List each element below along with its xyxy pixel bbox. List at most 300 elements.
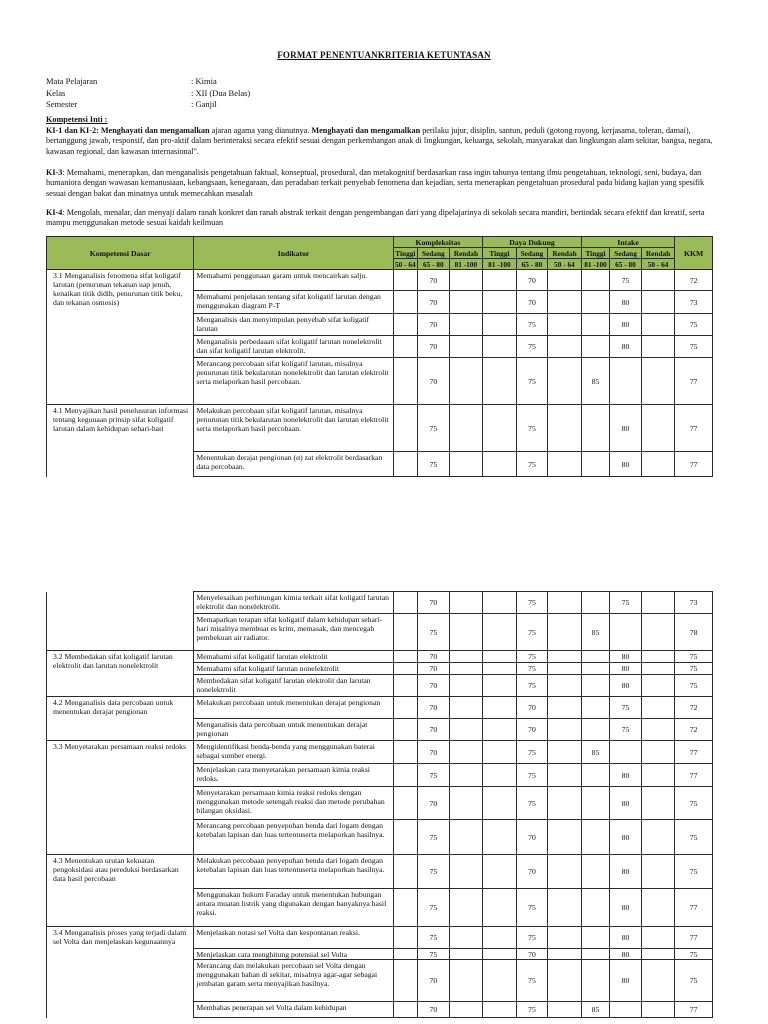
- indikator-cell: Menganalisis perbedaaan sifat koligatif larutan nonelektrolit dan sifat koligatif larutan elektrolit.: [194, 336, 393, 358]
- score-cell: [449, 358, 483, 405]
- header-indikator: Indikator: [194, 237, 393, 270]
- meta-row-semester: [46, 99, 250, 111]
- score-cell: [449, 675, 483, 697]
- score-cell: [548, 651, 582, 663]
- header-range: 81 -100: [449, 259, 483, 270]
- score-cell: 75: [418, 949, 450, 960]
- score-cell: [610, 614, 642, 651]
- score-cell: 75: [516, 358, 548, 405]
- score-cell: [548, 1002, 582, 1018]
- score-cell: 80: [610, 663, 642, 675]
- kkm-value: 72: [675, 270, 713, 291]
- score-cell: 80: [610, 787, 642, 820]
- score-cell: [548, 889, 582, 927]
- score-cell: 80: [610, 291, 642, 314]
- score-cell: [449, 314, 483, 336]
- score-cell: [393, 787, 417, 820]
- indikator-cell: Merancang percobaan sifat koligatif larutan, misalnya penurunan titik bekularutan nonelektrolit dan larutan elektrolit serta melaporkan hasil percobaan.: [194, 358, 393, 405]
- kompetensi-dasar-cell: 4.1 Menyajikan hasil penelusuran informasi tentang kegunaan prinsip sifat koligatif larutan dalam kehidupan sehari-hari: [47, 405, 194, 477]
- score-cell: [449, 405, 483, 452]
- score-cell: [483, 1002, 517, 1018]
- kkm-value: 77: [675, 1002, 713, 1018]
- score-cell: 80: [610, 820, 642, 855]
- score-cell: [548, 270, 582, 291]
- score-cell: 70: [418, 270, 450, 291]
- score-cell: 75: [516, 614, 548, 651]
- header-range: 81 -100: [483, 259, 517, 270]
- kkm-value: 72: [675, 719, 713, 741]
- score-cell: [449, 741, 483, 764]
- score-cell: [393, 592, 417, 614]
- table-row: [47, 405, 713, 452]
- score-cell: [581, 764, 609, 787]
- score-cell: [449, 820, 483, 855]
- score-cell: [393, 855, 417, 889]
- score-cell: 75: [610, 697, 642, 719]
- score-cell: 70: [418, 1002, 450, 1018]
- score-cell: 75: [418, 452, 450, 477]
- kkm-value: 77: [675, 927, 713, 949]
- score-cell: [483, 820, 517, 855]
- score-cell: [581, 820, 609, 855]
- score-cell: [393, 270, 417, 291]
- header-range: 65 - 80: [610, 259, 642, 270]
- score-cell: [393, 336, 417, 358]
- score-cell: [641, 855, 675, 889]
- ki-heading: [46, 115, 722, 125]
- score-cell: 75: [516, 663, 548, 675]
- score-cell: [483, 592, 517, 614]
- ki-4-paragraph: [46, 208, 722, 229]
- meta-value: : XII (Dua Belas): [191, 87, 251, 98]
- score-cell: [548, 927, 582, 949]
- kkm-value: 75: [675, 651, 713, 663]
- header-intake: Intake: [581, 237, 675, 248]
- score-cell: 75: [516, 787, 548, 820]
- score-cell: 70: [418, 960, 450, 1002]
- meta-label: Kelas: [46, 87, 66, 98]
- score-cell: [548, 314, 582, 336]
- score-cell: 80: [610, 855, 642, 889]
- kkm-value: 77: [675, 741, 713, 764]
- score-cell: [449, 592, 483, 614]
- score-cell: [641, 949, 675, 960]
- score-cell: 80: [610, 949, 642, 960]
- ki-heading-text: Kompetensi Inti :: [46, 115, 108, 124]
- score-cell: [548, 960, 582, 1002]
- kompetensi-dasar-cell: 3.4 Menganalisis proses yang terjadi dalam sel Volta dan menjelaskan kegunaannya: [47, 927, 194, 1018]
- ki-1-2-text-1: ajaran agama yang dianutnya.: [209, 126, 312, 135]
- score-cell: [548, 675, 582, 697]
- indikator-cell: Menganalisis dan menyimpulan penyebab sifat koligatif larutan: [194, 314, 393, 336]
- score-cell: 75: [418, 764, 450, 787]
- score-cell: [449, 960, 483, 1002]
- score-cell: [581, 663, 609, 675]
- meta-value: : Kimia: [191, 76, 217, 86]
- score-cell: 75: [516, 764, 548, 787]
- indikator-cell: Menggunakan hukum Faraday untuk menentukan hubungan antara muatan listrik yang digunakan dengan banyaknya hasil reaksi.: [194, 889, 393, 927]
- kkm-value: 77: [675, 889, 713, 927]
- score-cell: 75: [516, 314, 548, 336]
- score-cell: [483, 787, 517, 820]
- score-cell: [483, 270, 517, 291]
- header-level: Rendah: [548, 248, 582, 259]
- kkm-value: 75: [675, 336, 713, 358]
- score-cell: [449, 855, 483, 889]
- score-cell: [483, 405, 517, 452]
- indikator-cell: Memaparkan terapan sifat koligatif dalam kehidupan sehari-hari misalnya membuat es krim, memasak, dan mencegah pembekuan air radiator.: [194, 614, 393, 651]
- score-cell: [548, 787, 582, 820]
- header-range: 50 - 64: [641, 259, 675, 270]
- score-cell: [581, 675, 609, 697]
- kompetensi-dasar-cell: [47, 592, 194, 651]
- score-cell: 80: [610, 651, 642, 663]
- score-cell: 70: [516, 855, 548, 889]
- score-cell: 80: [610, 764, 642, 787]
- score-cell: [641, 1002, 675, 1018]
- score-cell: 75: [610, 719, 642, 741]
- score-cell: [581, 592, 609, 614]
- score-cell: 75: [418, 927, 450, 949]
- score-cell: [393, 452, 417, 477]
- score-cell: 75: [418, 820, 450, 855]
- score-cell: [581, 949, 609, 960]
- score-cell: [581, 960, 609, 1002]
- score-cell: [449, 787, 483, 820]
- indikator-cell: Memahami penjelasan tentang sifat koligatif larutan dengan menggunakan diagram P-T: [194, 291, 393, 314]
- score-cell: 70: [418, 358, 450, 405]
- score-cell: [393, 358, 417, 405]
- ki-4-text: : Mengolah, menalar, dan menyaji dalam ranah konkret dan ranah abstrak terkait dengan pengembangan dari yang dipelajarinya di sekolah secara mandiri, bertindak secara efektif dan kreatif, serta mampu menggunakan metode sesuai kaidah keilmuan: [46, 208, 705, 228]
- ki-3-label: KI-3: [46, 168, 63, 177]
- score-cell: [641, 820, 675, 855]
- kkm-value: 77: [675, 764, 713, 787]
- header-level: Rendah: [449, 248, 483, 259]
- header-level: Sedang: [516, 248, 548, 259]
- score-cell: 75: [418, 889, 450, 927]
- score-cell: [483, 452, 517, 477]
- indikator-cell: Menentukan derajat pengionan (α) zat elektrolit berdasarkan data percobaan.: [194, 452, 393, 477]
- ki-1-2-paragraph: [46, 126, 722, 157]
- score-cell: [483, 741, 517, 764]
- score-cell: [393, 291, 417, 314]
- ki-1-2-label: KI-1 dan KI-2:: [46, 126, 99, 135]
- header-level: Rendah: [641, 248, 675, 259]
- score-cell: [393, 949, 417, 960]
- meta-label: Semester: [46, 99, 78, 110]
- score-cell: [641, 614, 675, 651]
- score-cell: 75: [516, 960, 548, 1002]
- score-cell: [393, 927, 417, 949]
- score-cell: [449, 889, 483, 927]
- ki-4-label: KI-4: [46, 208, 63, 217]
- document-meta: [46, 76, 250, 111]
- table-row: [47, 927, 713, 949]
- score-cell: [641, 291, 675, 314]
- score-cell: [610, 1002, 642, 1018]
- score-cell: [548, 855, 582, 889]
- score-cell: [483, 291, 517, 314]
- score-cell: [483, 855, 517, 889]
- score-cell: 70: [418, 719, 450, 741]
- score-cell: [641, 675, 675, 697]
- score-cell: 75: [610, 592, 642, 614]
- score-cell: [393, 889, 417, 927]
- score-cell: 70: [418, 592, 450, 614]
- score-cell: 80: [610, 889, 642, 927]
- kkm-value: 77: [675, 452, 713, 477]
- kkm-value: 78: [675, 614, 713, 651]
- score-cell: 70: [418, 697, 450, 719]
- ki-1-2-bold-1: Menghayati dan mengamalkan: [100, 126, 210, 135]
- score-cell: 80: [610, 960, 642, 1002]
- score-cell: [548, 336, 582, 358]
- indikator-cell: Menganalisis data percobaan untuk menentukan derajat pengionan: [194, 719, 393, 741]
- kkm-table-part-2: [46, 591, 713, 1018]
- score-cell: [449, 949, 483, 960]
- score-cell: [449, 452, 483, 477]
- score-cell: 85: [581, 1002, 609, 1018]
- score-cell: [483, 651, 517, 663]
- score-cell: 75: [516, 651, 548, 663]
- indikator-cell: Melakukan percobaan untuk menentukan derajat pengionan: [194, 697, 393, 719]
- score-cell: 70: [516, 820, 548, 855]
- score-cell: [548, 719, 582, 741]
- indikator-cell: Menyetarakan persamaan kimia reaksi redoks dengan menggunakan metode setengah reaksi dan metode perubahan bilangan oksidasi.: [194, 787, 393, 820]
- score-cell: 75: [516, 405, 548, 452]
- ki-3-paragraph: [46, 168, 722, 199]
- score-cell: [548, 291, 582, 314]
- indikator-cell: Menjelaskan cara menghitung potensial sel Volta: [194, 949, 393, 960]
- score-cell: 70: [516, 270, 548, 291]
- table-row: [47, 855, 713, 889]
- score-cell: [548, 452, 582, 477]
- score-cell: 80: [610, 336, 642, 358]
- header-range: 50 - 64: [395, 259, 416, 269]
- kkm-value: 75: [675, 949, 713, 960]
- score-cell: [483, 764, 517, 787]
- score-cell: [548, 949, 582, 960]
- score-cell: [641, 358, 675, 405]
- score-cell: [641, 663, 675, 675]
- score-cell: 75: [516, 741, 548, 764]
- kkm-value: 75: [675, 855, 713, 889]
- table-row: [47, 741, 713, 764]
- score-cell: 70: [418, 314, 450, 336]
- header-range: 65 - 80: [418, 259, 450, 270]
- score-cell: [581, 889, 609, 927]
- score-cell: [393, 663, 417, 675]
- kkm-value: 73: [675, 291, 713, 314]
- score-cell: 70: [516, 291, 548, 314]
- score-cell: [483, 614, 517, 651]
- score-cell: [393, 741, 417, 764]
- indikator-cell: Membedakan sifat koligatif larutan elektrolit dan larutan nonelektrolit: [194, 675, 393, 697]
- score-cell: [483, 663, 517, 675]
- score-cell: 75: [516, 889, 548, 927]
- score-cell: [483, 336, 517, 358]
- score-cell: [641, 270, 675, 291]
- score-cell: [449, 336, 483, 358]
- indikator-cell: Menjelaskan notasi sel Volta dan kespontanan reaksi.: [194, 927, 393, 949]
- score-cell: [581, 787, 609, 820]
- score-cell: [641, 927, 675, 949]
- score-cell: [449, 651, 483, 663]
- indikator-cell: Memahami sifat koligatif larutan nonelektrolit: [194, 663, 393, 675]
- score-cell: [581, 336, 609, 358]
- score-cell: [548, 697, 582, 719]
- score-cell: [641, 592, 675, 614]
- kompetensi-dasar-cell: 4.2 Menganalisis data percobaan untuk menentukan derajat pengionan: [47, 697, 194, 741]
- score-cell: 75: [516, 336, 548, 358]
- meta-row-class: [46, 88, 250, 100]
- score-cell: [548, 764, 582, 787]
- score-cell: [581, 314, 609, 336]
- score-cell: 70: [516, 719, 548, 741]
- indikator-cell: Menyelesaikan perhitungan kimia terkait sifat koligatif larutan elektrolit dan nonelektrolit.: [194, 592, 393, 614]
- kkm-value: 75: [675, 820, 713, 855]
- ki-1-2-text-2: perilaku jujur, disiplin, santun, peduli (gotong royong, kerjasama, toleran, damai), bertanggung jawab, responsif, dan pro-aktif dalam berinteraksi secara efektif sesuai dengan perkembangan anak di lingkungan, keluarga, sekolah, masyarakat dan lingkungan alam sekitar, bangsa, negara, kawasan regional, dan kawasan internasional".: [46, 126, 713, 156]
- score-cell: 70: [516, 697, 548, 719]
- score-cell: 75: [418, 405, 450, 452]
- score-cell: [641, 764, 675, 787]
- score-cell: [393, 719, 417, 741]
- kkm-value: 75: [675, 960, 713, 1002]
- score-cell: [581, 452, 609, 477]
- score-cell: [548, 820, 582, 855]
- score-cell: 70: [516, 949, 548, 960]
- meta-label: Mata Pelajaran: [46, 76, 98, 86]
- kkm-table-part-1: [46, 236, 713, 477]
- score-cell: 70: [418, 741, 450, 764]
- score-cell: [548, 663, 582, 675]
- score-cell: [483, 697, 517, 719]
- score-cell: 75: [516, 592, 548, 614]
- score-cell: 85: [581, 358, 609, 405]
- header-daya-dukung: Daya Dukung: [483, 237, 582, 248]
- score-cell: 70: [418, 651, 450, 663]
- score-cell: [641, 960, 675, 1002]
- score-cell: [449, 764, 483, 787]
- header-level: Sedang: [610, 248, 642, 259]
- header-kompleksitas: Kompleksitas: [393, 237, 482, 248]
- score-cell: 75: [516, 1002, 548, 1018]
- score-cell: 70: [418, 291, 450, 314]
- table-row: [47, 651, 713, 663]
- meta-value: : Ganjil: [191, 99, 217, 110]
- score-cell: [548, 592, 582, 614]
- kompetensi-dasar-cell: 3.2 Membedakan sifat koligatif larutan elektrolit dan larutan nonelektrolit: [47, 651, 194, 697]
- score-cell: [393, 764, 417, 787]
- score-cell: [641, 336, 675, 358]
- score-cell: [393, 651, 417, 663]
- header-level: Tinggi: [581, 248, 609, 259]
- kkm-value: 75: [675, 787, 713, 820]
- score-cell: 80: [610, 405, 642, 452]
- header-level: Tinggi: [393, 248, 417, 259]
- kkm-value: 72: [675, 697, 713, 719]
- meta-row-subject: [46, 76, 250, 88]
- score-cell: 80: [610, 314, 642, 336]
- score-cell: [393, 1002, 417, 1018]
- score-cell: [581, 291, 609, 314]
- score-cell: [641, 314, 675, 336]
- header-kompetensi-dasar: Kompetensi Dasar: [47, 237, 194, 270]
- score-cell: [641, 405, 675, 452]
- score-cell: [449, 697, 483, 719]
- score-cell: [449, 927, 483, 949]
- score-cell: 70: [418, 663, 450, 675]
- score-cell: [548, 358, 582, 405]
- kompetensi-dasar-cell: 3.3 Menyetarakan persamaan reaksi redoks: [47, 741, 194, 855]
- score-cell: 70: [418, 675, 450, 697]
- score-cell: [641, 741, 675, 764]
- ki-3-text: : Memahami, menerapkan, dan menganalisis pengetahuan faktual, konseptual, prosedural, dan metakognitif berdasarkan rasa ingin tahunya tentang ilmu pengetahuan, teknologi, seni, budaya, dan humaniora dengan wawasan kemanusiaan, kebangsaan, kenegaraan, dan peradaban terkait penyebab fenomena dan kejadian, serta menerapkan pengetahuan prosedural pada bidang kajian yang spesifik sesuai dengan bakat dan minatnya untuk memecahkan masalah: [46, 168, 705, 198]
- score-cell: [483, 675, 517, 697]
- score-cell: [449, 1002, 483, 1018]
- score-cell: [581, 719, 609, 741]
- score-cell: [548, 741, 582, 764]
- score-cell: [483, 927, 517, 949]
- score-cell: [641, 452, 675, 477]
- score-cell: 75: [516, 927, 548, 949]
- header-kkm: KKM: [675, 237, 713, 270]
- header-range: 81 -100: [581, 259, 609, 270]
- indikator-cell: Memahami sifat koligatif larutan elektrolit: [194, 651, 393, 663]
- indikator-cell: Merancang dan melakukan percobaan sel Volta dengan menggunakan bahan di sekitar, misalnya agar-agar sebagai jembatan garam serta menyajikan hasilnya.: [194, 960, 393, 1002]
- indikator-cell: Melakukan percobaan penyepuhan benda dari logam dengan ketebalan lapisan dan luas tertentuserta melaporkan hasilnya.: [194, 855, 393, 889]
- score-cell: [548, 614, 582, 651]
- score-cell: [449, 270, 483, 291]
- kkm-value: 75: [675, 663, 713, 675]
- indikator-cell: Melakukan percobaan sifat koligatif larutan, misalnya penurunan titik bekularutan nonelektrolit dan larutan elektrolit serta melaporkan hasil percobaan.: [194, 405, 393, 452]
- indikator-cell: Mengidentifikasi benda-benda yang menggunakan baterai sebagai sumber energi.: [194, 741, 393, 764]
- score-cell: [641, 697, 675, 719]
- kkm-value: 77: [675, 405, 713, 452]
- score-cell: 70: [418, 336, 450, 358]
- header-level: Tinggi: [483, 248, 517, 259]
- score-cell: 80: [610, 452, 642, 477]
- score-cell: 75: [418, 614, 450, 651]
- score-cell: [483, 949, 517, 960]
- score-cell: 80: [610, 675, 642, 697]
- score-cell: [581, 405, 609, 452]
- score-cell: [581, 855, 609, 889]
- score-cell: 85: [581, 741, 609, 764]
- score-cell: 75: [516, 452, 548, 477]
- table-row: [47, 697, 713, 719]
- score-cell: [548, 405, 582, 452]
- indikator-cell: Menjelaskan cara menyetarakan persamaan kimia reaksi redoks.: [194, 764, 393, 787]
- score-cell: [449, 663, 483, 675]
- score-cell: [641, 719, 675, 741]
- score-cell: [449, 614, 483, 651]
- score-cell: [483, 719, 517, 741]
- score-cell: [449, 291, 483, 314]
- score-cell: [641, 651, 675, 663]
- score-cell: [393, 697, 417, 719]
- kkm-value: 77: [675, 358, 713, 405]
- kompetensi-dasar-cell: 3.1 Menganalisis fenomena sifat koligatif larutan (penurunan tekanan uap jenuh, kenaikan titik didih, penurunan titik beku, dan tekanan osmosis): [47, 270, 194, 405]
- score-cell: 75: [516, 675, 548, 697]
- score-cell: [483, 358, 517, 405]
- score-cell: [581, 927, 609, 949]
- score-cell: 80: [610, 927, 642, 949]
- score-cell: 70: [418, 787, 450, 820]
- table-row: [47, 592, 713, 614]
- indikator-cell: Memahami penggunaan garam untuk mencairkan salju.: [194, 270, 393, 291]
- score-cell: [393, 820, 417, 855]
